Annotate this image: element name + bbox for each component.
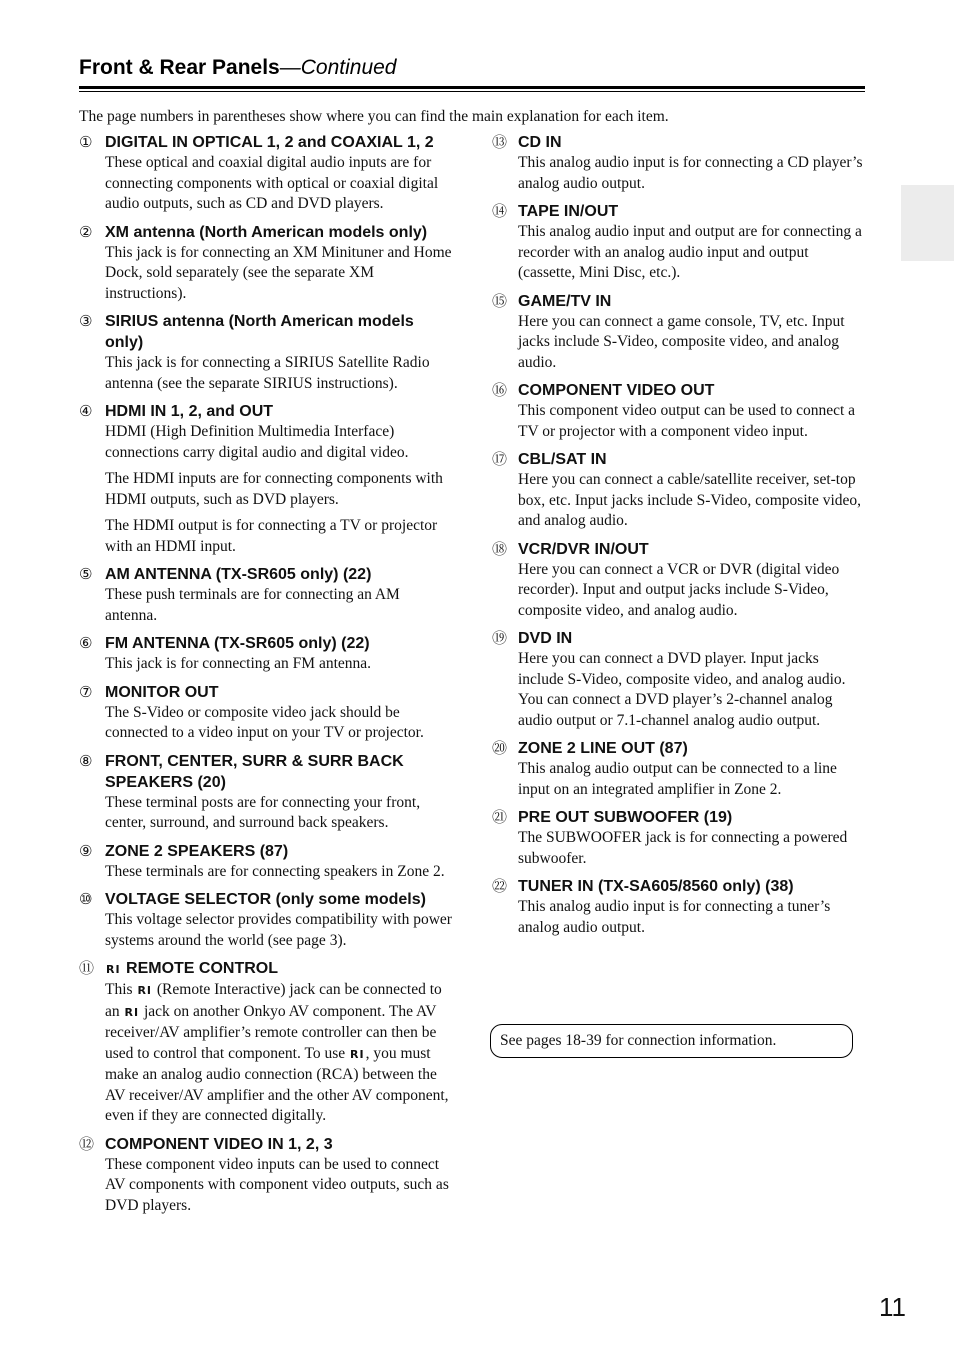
list-item: [492, 291, 867, 374]
item-number: ⑫: [79, 1134, 95, 1153]
item-title: AM ANTENNA (TX-SR605 only) (22): [105, 566, 372, 583]
item-title: ZONE 2 LINE OUT (87): [518, 740, 688, 757]
item-paragraph: [105, 980, 454, 1127]
item-paragraph: The HDMI output is for connecting a TV or projector with an HDMI input.: [105, 517, 438, 555]
list-item: [79, 889, 454, 951]
remote-interactive-icon: RI: [106, 963, 121, 976]
item-number: ⑰: [492, 450, 508, 468]
list-item: [79, 682, 454, 744]
item-title: FM ANTENNA (TX-SR605 only) (22): [105, 635, 370, 652]
header-rule-thin: [79, 91, 865, 92]
item-title: PRE OUT SUBWOOFER (19): [518, 809, 733, 826]
intro-text: The page numbers in parentheses show where you can find the main explanation for each item.: [79, 108, 669, 125]
left-column: [79, 132, 454, 1223]
left-item-list: [79, 132, 454, 951]
item-number: ①: [79, 133, 93, 151]
remote-text-4: , you must make an analog audio connection (RCA) between the AV receiver/AV amplifier and the other AV component, even if they are connected digitally.: [105, 1044, 449, 1124]
item-body: [105, 654, 454, 675]
remote-interactive-icon: RI: [350, 1047, 365, 1061]
list-item: [79, 564, 454, 626]
item-paragraph: This jack is for connecting an XM Minituner and Home Dock, sold separately (see the separate XM instructions).: [105, 243, 452, 302]
item-body: [105, 153, 454, 215]
item-title: FRONT, CENTER, SURR & SURR BACK SPEAKERS (20): [105, 752, 404, 791]
list-item: [492, 539, 867, 622]
list-item: [79, 841, 454, 883]
item-number: ⑦: [79, 682, 93, 701]
item-paragraph: The S-Video or composite video jack should be connected to a video input on your TV or projector.: [105, 703, 424, 741]
remote-interactive-icon: RI: [137, 984, 153, 997]
page-title-continued: —Continued: [279, 56, 397, 79]
item-title: VCR/DVR IN/OUT: [518, 540, 649, 558]
item-body: [518, 401, 867, 442]
item-number: ③: [79, 312, 93, 330]
page-header: [79, 56, 865, 80]
list-item: [79, 401, 454, 557]
right-column: [492, 132, 867, 945]
list-item: [79, 633, 454, 675]
item-paragraph: HDMI (High Definition Multimedia Interface) connections carry digital audio and digital video.: [105, 423, 409, 461]
item-body: [518, 828, 867, 869]
item-number: ⑱: [492, 539, 508, 558]
list-item: [492, 807, 867, 869]
item-paragraph: This analog audio output can be connected to a line input on an integrated amplifier in Zone 2.: [518, 760, 837, 798]
list-item: [492, 738, 867, 800]
item-paragraph: The HDMI inputs are for connecting components with HDMI outputs, such as DVD players.: [105, 470, 443, 508]
item-number: ④: [79, 402, 93, 420]
page-number: 11: [879, 1292, 906, 1322]
item-number: ⑤: [79, 565, 93, 583]
left-item-list-tail: [79, 1134, 454, 1217]
remote-text-3: jack on another Onkyo AV component. The AV receiver/AV amplifier’s remote controller can then be used to control that component. To use: [105, 1002, 437, 1062]
item-paragraph: Here you can connect a cable/satellite receiver, set-top box, etc. Input jacks include S-Video, composite video, and analog audio.: [518, 471, 862, 529]
list-item: [492, 628, 867, 731]
item-number: ⑮: [492, 291, 508, 310]
item-body: [518, 312, 867, 374]
list-item: [79, 1134, 454, 1217]
remote-text-1: This: [105, 981, 133, 998]
list-item: [79, 222, 454, 305]
item-number: ⑭: [492, 202, 508, 220]
item-paragraph: Here you can connect a VCR or DVR (digital video recorder). Input and output jacks include S-Video, composite video, and analog audio.: [518, 560, 840, 619]
item-title: COMPONENT VIDEO IN 1, 2, 3: [105, 1135, 333, 1153]
list-item: [79, 751, 454, 834]
item-number: ㉒: [492, 877, 508, 895]
item-body: [518, 153, 867, 194]
item-number: ⑥: [79, 634, 93, 652]
list-item: [492, 201, 867, 284]
item-paragraph: This voltage selector provides compatibility with power systems around the world (see page 3).: [105, 911, 452, 949]
item-number: ⑪: [79, 959, 95, 977]
item-body: [105, 703, 454, 744]
item-paragraph: This analog audio input is for connecting a tuner’s analog audio output.: [518, 898, 831, 936]
page-title: Front & Rear Panels: [79, 56, 280, 79]
item-body: [105, 1155, 454, 1217]
remote-interactive-icon: RI: [124, 1005, 140, 1019]
item-paragraph: This component video output can be used to connect a TV or projector with a component video input.: [518, 402, 856, 440]
item-title: ZONE 2 SPEAKERS (87): [105, 842, 289, 860]
item-paragraph: This analog audio input and output are for connecting a recorder with an analog audio input and output (cassette, Mini Disc, etc.).: [518, 223, 862, 281]
right-item-list: [492, 132, 867, 938]
item-title: TUNER IN (TX-SA605/8560 only) (38): [518, 878, 794, 895]
item-paragraph: These component video inputs can be used to connect AV components with component video outputs, such as DVD players.: [105, 1155, 449, 1214]
item-title: VOLTAGE SELECTOR (only some models): [105, 891, 426, 908]
item-body: [518, 897, 867, 938]
item-title: COMPONENT VIDEO OUT: [518, 382, 715, 399]
list-item: [492, 132, 867, 194]
note-box: See pages 18-39 for connection information.: [490, 1024, 853, 1058]
item-title: HDMI IN 1, 2, and OUT: [105, 403, 274, 420]
item-paragraph: These terminals are for connecting speakers in Zone 2.: [105, 862, 445, 880]
item-paragraph: This analog audio input is for connecting a CD player’s analog audio output.: [518, 154, 863, 192]
item-title: TAPE IN/OUT: [518, 203, 619, 220]
item-body: [105, 422, 454, 557]
item-title: DVD IN: [518, 630, 573, 647]
item-paragraph: The SUBWOOFER jack is for connecting a powered subwoofer.: [518, 829, 848, 867]
item-title: [105, 958, 454, 980]
item-number: ⑧: [79, 751, 93, 770]
item-number: ⑨: [79, 841, 93, 860]
item-number: ⑳: [492, 739, 508, 757]
item-body: [105, 980, 454, 1127]
item-number: ⑬: [492, 133, 508, 151]
list-item: [492, 876, 867, 938]
item-title: XM antenna (North American models only): [105, 223, 428, 241]
list-item: [492, 449, 867, 532]
item-body: [518, 560, 867, 622]
item-body: [105, 353, 454, 394]
item-remote-control: [79, 958, 454, 1127]
item-body: [518, 649, 867, 731]
item-paragraph: Here you can connect a game console, TV, etc. Input jacks include S-Video, composite video, and analog audio.: [518, 312, 845, 371]
item-title: CD IN: [518, 134, 562, 151]
item-title: DIGITAL IN OPTICAL 1, 2 and COAXIAL 1, 2: [105, 134, 434, 151]
remote-text-2: (Remote Interactive) jack can be connected to an: [105, 981, 442, 1020]
list-item: [79, 132, 454, 215]
item-body: [105, 243, 454, 305]
item-body: [105, 910, 454, 951]
list-item: [492, 380, 867, 442]
item-title: MONITOR OUT: [105, 683, 219, 701]
item-number: ②: [79, 222, 93, 241]
item-title-text: REMOTE CONTROL: [126, 960, 279, 977]
item-body: [518, 759, 867, 800]
item-number: ⑲: [492, 629, 508, 647]
item-body: [518, 470, 867, 532]
item-paragraph: These optical and coaxial digital audio inputs are for connecting components with optical or coaxial digital audio outputs, such as CD and DVD players.: [105, 154, 439, 212]
item-title: GAME/TV IN: [518, 292, 612, 310]
side-tab: [901, 185, 954, 261]
item-number: ⑩: [79, 890, 93, 908]
item-title: SIRIUS antenna (North American models only): [105, 313, 414, 351]
item-paragraph: Here you can connect a DVD player. Input jacks include S-Video, composite video, and analog audio. You can connect a DVD player’s 2-channel analog audio output or 7.1-channel analog audio output.: [518, 650, 846, 729]
item-body: [105, 862, 454, 883]
item-body: [105, 585, 454, 626]
list-item: [79, 311, 454, 394]
item-paragraph: These push terminals are for connecting an AM antenna.: [105, 586, 400, 624]
item-paragraph: This jack is for connecting a SIRIUS Satellite Radio antenna (see the separate SIRIUS instructions).: [105, 354, 430, 392]
item-number: ㉑: [492, 808, 508, 826]
item-paragraph: These terminal posts are for connecting your front, center, surround, and surround back speakers.: [105, 793, 421, 831]
header-rule-thick: [79, 86, 865, 89]
item-body: [105, 793, 454, 834]
item-title: CBL/SAT IN: [518, 451, 607, 468]
item-body: [518, 222, 867, 284]
item-paragraph: This jack is for connecting an FM antenna.: [105, 655, 372, 672]
item-number: ⑯: [492, 381, 508, 399]
